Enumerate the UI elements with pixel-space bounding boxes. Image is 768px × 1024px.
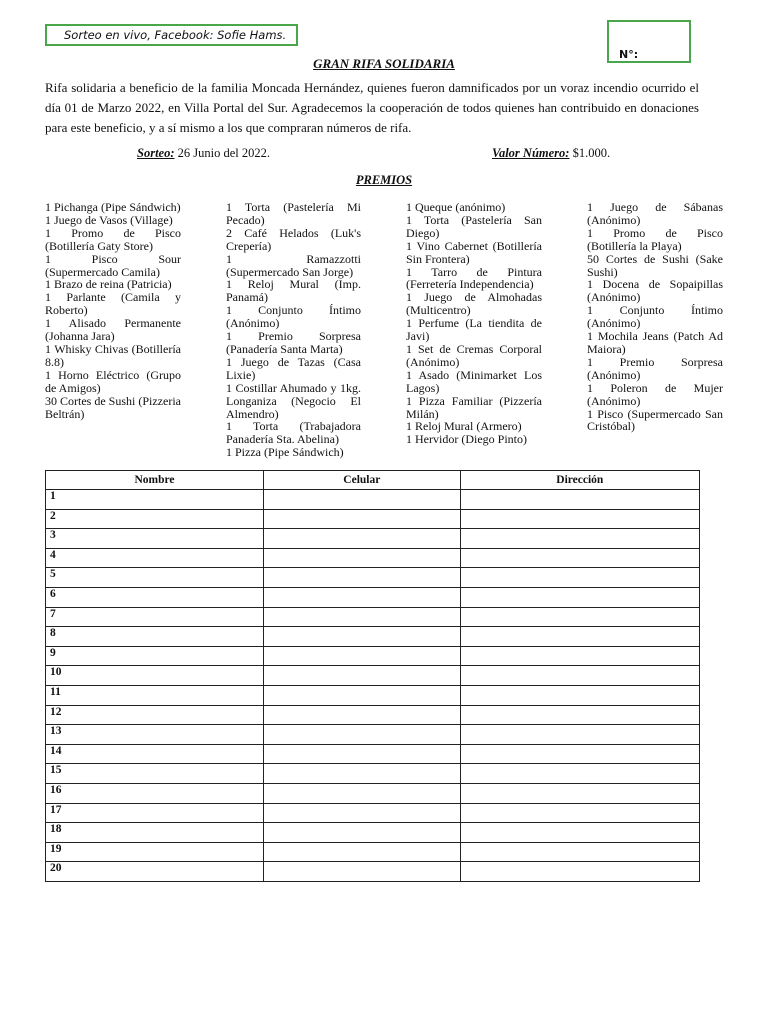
column-header-address: Dirección <box>460 471 699 490</box>
prize-item: 1 Set de Cremas Corporal (Anónimo) <box>406 341 542 369</box>
prize-item: 30 Cortes de Sushi (Pizzeria Beltrán) <box>45 393 181 421</box>
participants-table <box>45 470 700 882</box>
address-cell <box>460 783 699 803</box>
table-row <box>46 783 700 803</box>
prize-item: 1 Reloj Mural (Armero) <box>406 419 522 434</box>
address-cell <box>460 705 699 725</box>
prize-item: 1 Asado (Minimarket Los Lagos) <box>406 367 542 395</box>
prize-item: 1 Premio Sorpresa (Anónimo) <box>587 354 723 382</box>
prize-item: 1 Pisco Sour (Supermercado Camila) <box>45 251 181 279</box>
prize-item: 1 Ramazzotti (Supermercado San Jorge) <box>226 251 361 279</box>
phone-cell <box>264 842 461 862</box>
row-number: 9 <box>46 646 264 666</box>
address-cell <box>460 568 699 588</box>
table-row <box>46 568 700 588</box>
row-number: 11 <box>46 685 264 705</box>
address-cell <box>460 685 699 705</box>
phone-cell <box>264 862 461 882</box>
prize-column-3 <box>406 201 542 446</box>
phone-cell <box>264 666 461 686</box>
prizes-title: PREMIOS <box>355 173 413 187</box>
prize-column-2 <box>226 201 361 459</box>
address-cell <box>460 764 699 784</box>
row-number: 17 <box>46 803 264 823</box>
phone-cell <box>264 803 461 823</box>
prize-item: 1 Mochila Jeans (Patch Ad Maiora) <box>587 329 723 356</box>
table-row <box>46 666 700 686</box>
phone-cell <box>264 568 461 588</box>
phone-cell <box>264 823 461 843</box>
prize-item: 1 Poleron de Mujer (Anónimo) <box>587 380 723 408</box>
address-cell <box>460 490 699 510</box>
row-number: 5 <box>46 568 264 588</box>
phone-cell <box>264 705 461 725</box>
row-number: 3 <box>46 529 264 549</box>
table-row <box>46 685 700 705</box>
draw-date-value: 26 Junio del 2022. <box>177 146 270 160</box>
phone-cell <box>264 509 461 529</box>
row-number: 19 <box>46 842 264 862</box>
phone-cell <box>264 744 461 764</box>
prize-item: 1 Conjunto Íntimo (Anónimo) <box>226 303 361 331</box>
phone-cell <box>264 627 461 647</box>
address-cell <box>460 666 699 686</box>
row-number: 6 <box>46 587 264 607</box>
address-cell <box>460 627 699 647</box>
prize-item: 1 Juego de Almohadas (Multicentro) <box>406 290 542 318</box>
address-cell <box>460 529 699 549</box>
column-header-name: Nombre <box>46 471 264 490</box>
prize-item: 1 Pisco (Supermercado San Cristóbal) <box>587 406 723 434</box>
draw-date <box>137 146 270 161</box>
prize-item: 1 Queque (anónimo) <box>406 200 506 214</box>
table-row <box>46 646 700 666</box>
prize-item: 1 Pizza Familiar (Pizzería Milán) <box>406 393 542 421</box>
prize-item: 1 Promo de Pisco (Botillería la Playa) <box>587 225 723 253</box>
table-row <box>46 764 700 784</box>
row-number: 14 <box>46 744 264 764</box>
page-title: GRAN RIFA SOLIDARIA <box>313 56 455 71</box>
phone-cell <box>264 646 461 666</box>
table-row <box>46 529 700 549</box>
phone-cell <box>264 783 461 803</box>
draw-date-label: Sorteo: <box>137 146 175 160</box>
facebook-note-box <box>45 24 298 46</box>
row-number: 8 <box>46 627 264 647</box>
prize-item: 1 Perfume (La tiendita de Javi) <box>406 316 542 344</box>
address-cell <box>460 646 699 666</box>
prize-item: 1 Horno Eléctrico (Grupo de Amigos) <box>45 367 181 395</box>
address-cell <box>460 744 699 764</box>
phone-cell <box>264 548 461 568</box>
prize-item: 1 Parlante (Camila y Roberto) <box>45 290 181 318</box>
table-row <box>46 627 700 647</box>
phone-cell <box>264 490 461 510</box>
prize-item: 1 Torta (Pastelería San Diego) <box>406 212 542 240</box>
address-cell <box>460 587 699 607</box>
ticket-price-label: Valor Número: <box>492 146 570 160</box>
address-cell <box>460 509 699 529</box>
address-cell <box>460 803 699 823</box>
prize-item: 1 Promo de Pisco (Botillería Gaty Store) <box>45 225 181 253</box>
address-cell <box>460 607 699 627</box>
row-number: 15 <box>46 764 264 784</box>
prize-item: 1 Pichanga (Pipe Sándwich) <box>45 200 181 214</box>
prize-item: 1 Conjunto Íntimo (Anónimo) <box>587 303 723 331</box>
table-row <box>46 744 700 764</box>
prize-item: 1 Hervidor (Diego Pinto) <box>406 432 527 447</box>
prize-item: 1 Vino Cabernet (Botillería Sin Frontera) <box>406 238 542 266</box>
prize-item: 1 Reloj Mural (Imp. Panamá) <box>226 277 361 305</box>
intro-paragraph: Rifa solidaria a beneficio de la familia Moncada Hernández, quienes fueron damnificados por un voraz incendio ocurrido el día 01 de Marzo 2022, en Villa Portal del Sur. Agradecemos la cooperación de todos quienes han contribuido en donaciones para este beneficio, y a sí mismo a los que compraran números de rifa. <box>45 80 699 135</box>
phone-cell <box>264 529 461 549</box>
address-cell <box>460 862 699 882</box>
phone-cell <box>264 725 461 745</box>
table-row <box>46 862 700 882</box>
table-row <box>46 490 700 510</box>
prize-item: 1 Tarro de Pintura (Ferretería Independencia) <box>406 264 542 292</box>
row-number: 1 <box>46 490 264 510</box>
row-number: 20 <box>46 862 264 882</box>
prize-item: 1 Juego de Tazas (Casa Lixie) <box>226 354 361 382</box>
phone-cell <box>264 607 461 627</box>
phone-cell <box>264 764 461 784</box>
prize-item: 1 Juego de Vasos (Village) <box>45 212 173 227</box>
row-number: 2 <box>46 509 264 529</box>
ticket-price <box>492 146 610 161</box>
prize-item: 1 Pizza (Pipe Sándwich) <box>226 445 344 460</box>
row-number: 18 <box>46 823 264 843</box>
address-cell <box>460 842 699 862</box>
ticket-number-label: N°: <box>619 48 639 61</box>
table-row <box>46 607 700 627</box>
phone-cell <box>264 685 461 705</box>
ticket-price-value: $1.000. <box>572 146 611 160</box>
prize-item: 1 Torta (Trabajadora Panadería Sta. Abelina) <box>226 419 361 447</box>
table-row <box>46 548 700 568</box>
row-number: 10 <box>46 666 264 686</box>
row-number: 13 <box>46 725 264 745</box>
table-row <box>46 842 700 862</box>
prize-item: 1 Torta (Pastelería Mi Pecado) <box>226 200 361 227</box>
prize-item: 50 Cortes de Sushi (Sake Sushi) <box>587 251 723 279</box>
prize-item: 1 Premio Sorpresa (Panadería Santa Marta) <box>226 329 361 356</box>
prize-item: 1 Alisado Permanente (Johanna Jara) <box>45 316 181 344</box>
prize-item: 1 Docena de Sopaipillas (Anónimo) <box>587 277 723 305</box>
prize-item: 1 Brazo de reina (Patricia) <box>45 277 172 292</box>
facebook-note: Sorteo en vivo, Facebook: Sofie Hams. <box>64 28 287 42</box>
table-row <box>46 823 700 843</box>
prize-item: 2 Café Helados (Luk's Crepería) <box>226 225 361 253</box>
prize-column-4 <box>587 201 723 433</box>
table-row <box>46 705 700 725</box>
prize-item: 1 Whisky Chivas (Botillería 8.8) <box>45 341 181 369</box>
phone-cell <box>264 587 461 607</box>
prize-item: 1 Juego de Sábanas (Anónimo) <box>587 200 723 227</box>
table-header-row <box>46 471 700 490</box>
row-number: 7 <box>46 607 264 627</box>
row-number: 16 <box>46 783 264 803</box>
row-number: 12 <box>46 705 264 725</box>
table-row <box>46 509 700 529</box>
prize-item: 1 Costillar Ahumado y 1kg. Longaniza (Negocio El Almendro) <box>226 380 361 421</box>
table-row <box>46 725 700 745</box>
prize-column-1 <box>45 201 181 420</box>
table-row <box>46 587 700 607</box>
address-cell <box>460 725 699 745</box>
address-cell <box>460 823 699 843</box>
row-number: 4 <box>46 548 264 568</box>
table-row <box>46 803 700 823</box>
column-header-phone: Celular <box>264 471 461 490</box>
address-cell <box>460 548 699 568</box>
